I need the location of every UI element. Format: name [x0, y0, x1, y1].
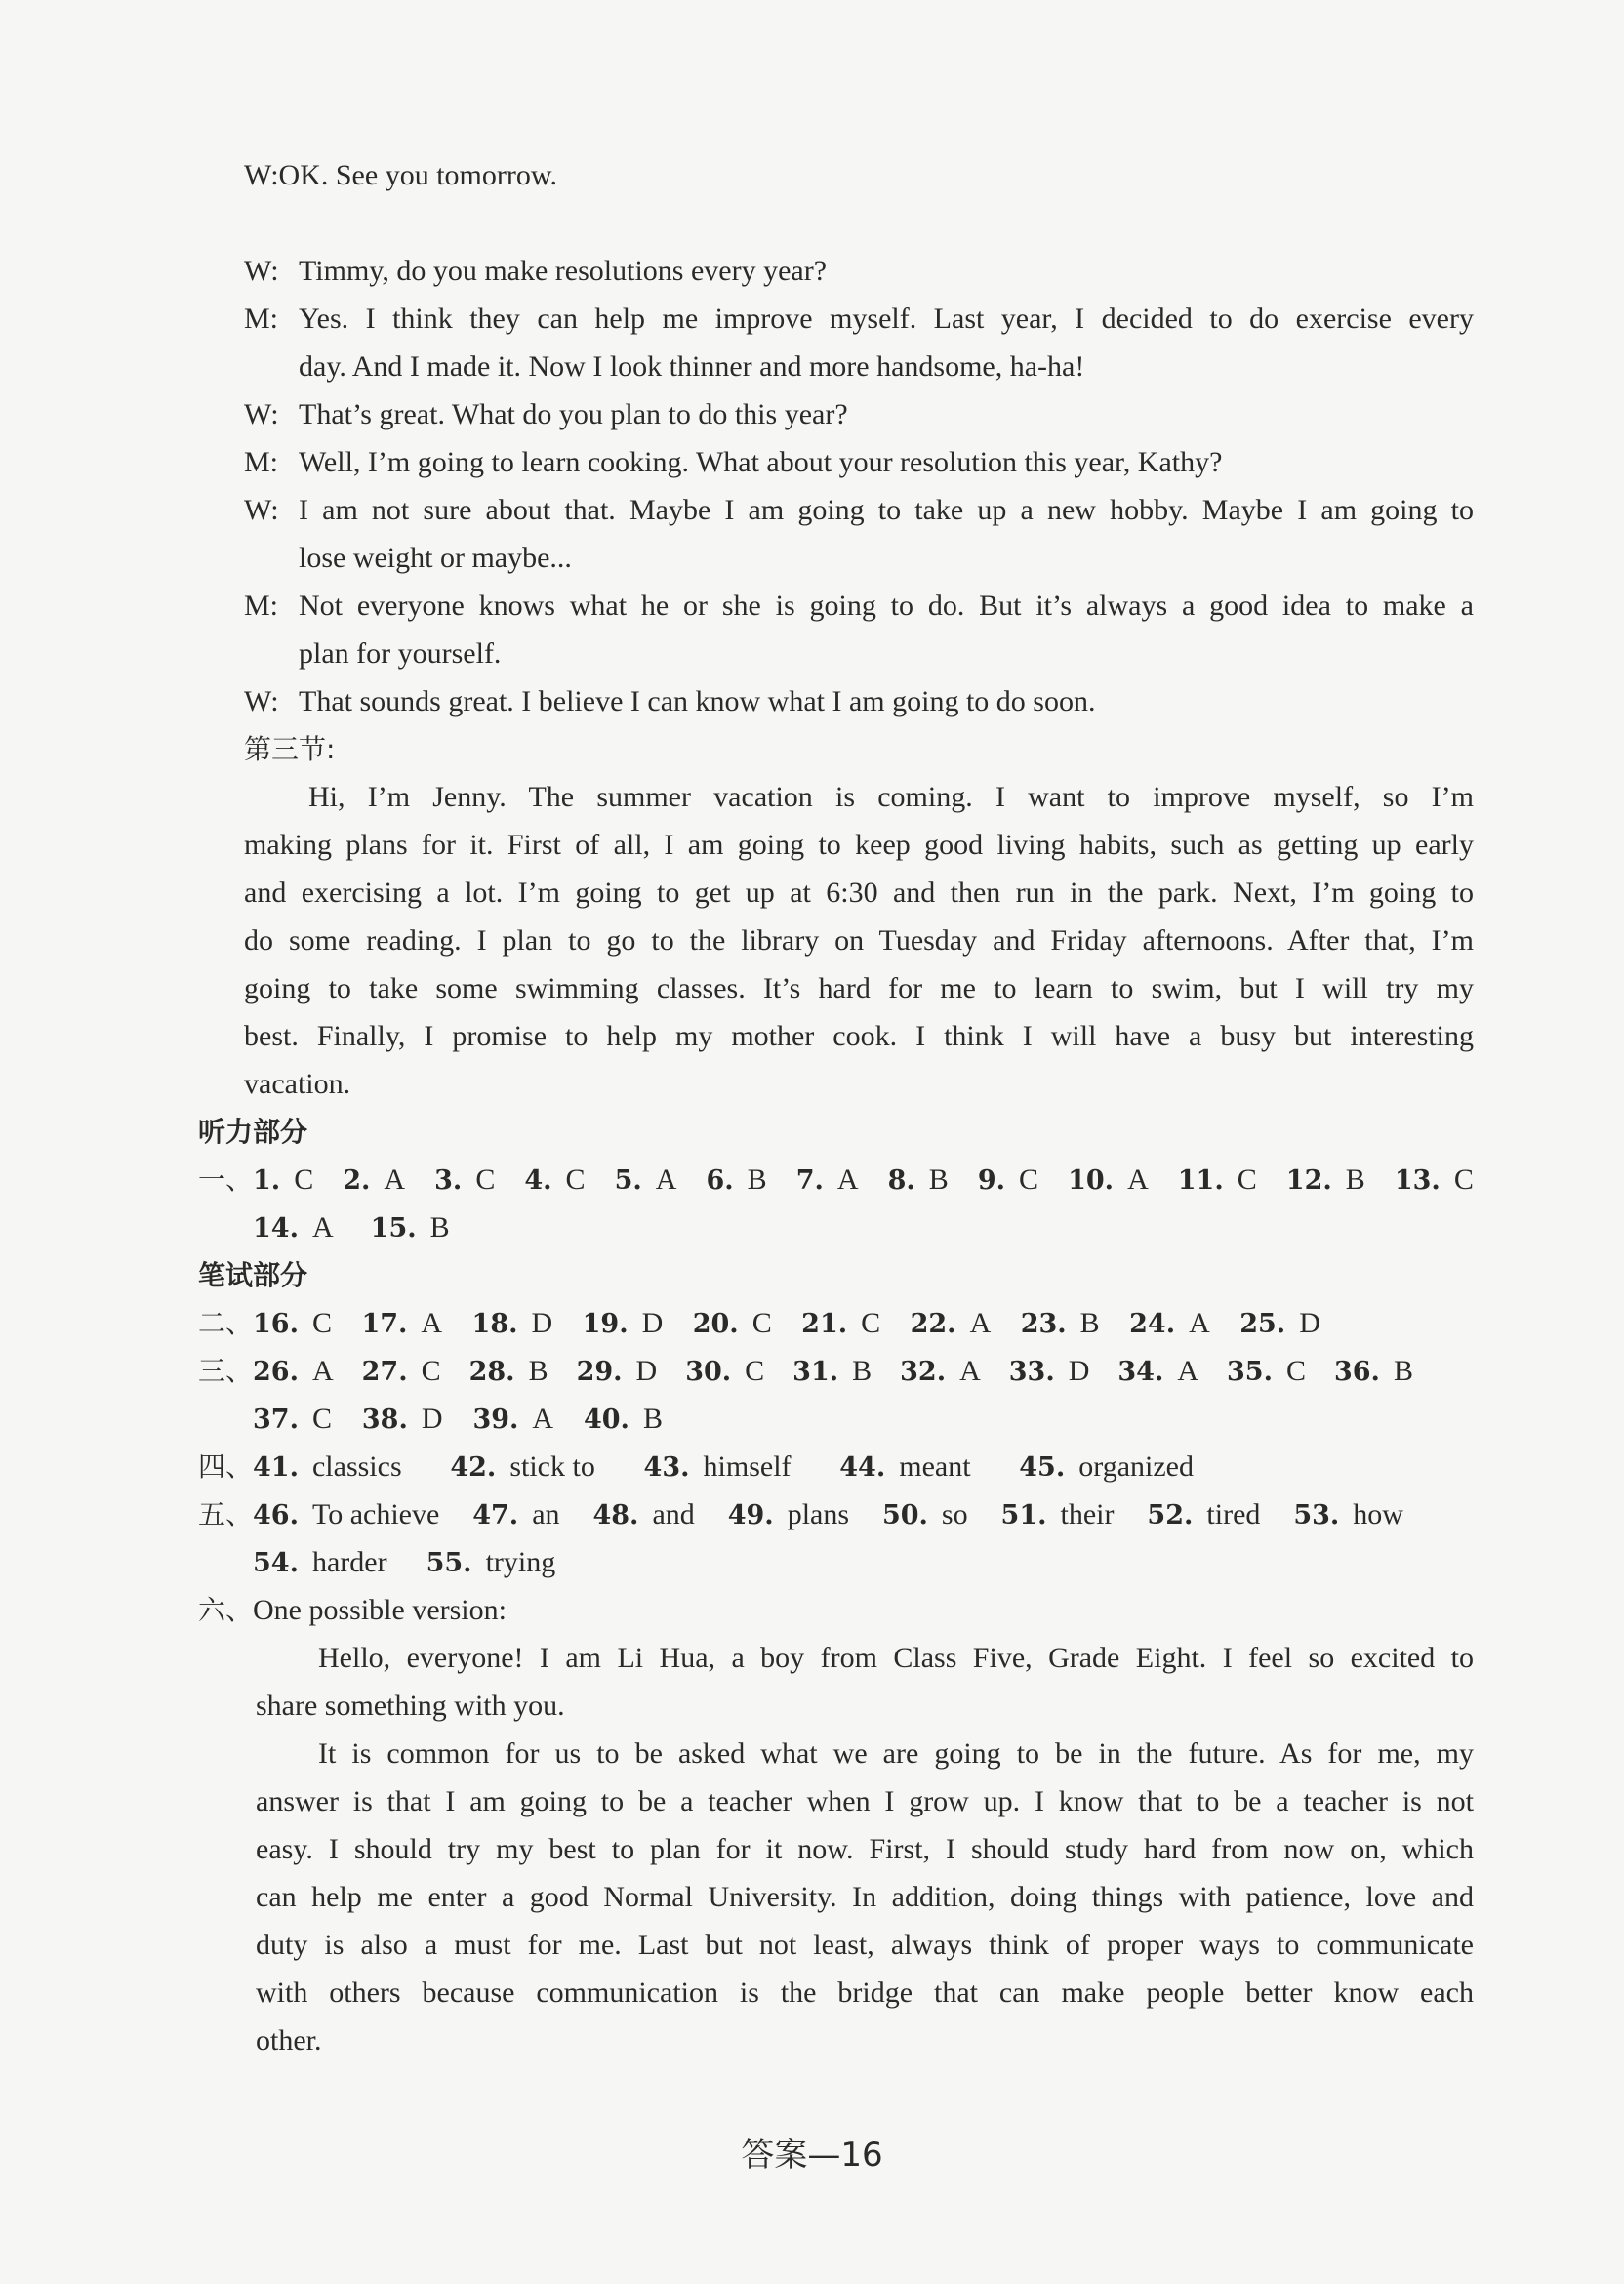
question-number: 41. — [253, 1452, 299, 1483]
speaker-label: W: — [244, 159, 279, 191]
answer-value: B — [1393, 1355, 1413, 1387]
question-number: 7. — [795, 1165, 824, 1196]
question-number: 43. — [643, 1452, 690, 1483]
answer-value: D — [635, 1355, 658, 1387]
passage-line: best. Finally, I promise to help my mother cook. I think I will have a busy but interesting — [244, 1020, 1474, 1052]
answer-value: so — [941, 1498, 968, 1530]
answer-item — [253, 1543, 387, 1583]
answer-value: B — [928, 1163, 949, 1196]
answer-item — [253, 1161, 313, 1201]
answer-value: C — [294, 1163, 314, 1196]
answer-item — [888, 1161, 949, 1201]
question-number: 10. — [1068, 1165, 1115, 1196]
answer-item — [472, 1304, 553, 1344]
part-label: 一、 — [198, 1163, 254, 1196]
question-number: 14. — [253, 1213, 299, 1244]
question-number: 34. — [1117, 1357, 1164, 1387]
answer-item — [1334, 1352, 1413, 1392]
answer-value: C — [475, 1163, 496, 1196]
answer-item — [1227, 1352, 1306, 1392]
answer-item — [592, 1495, 694, 1535]
question-number: 48. — [592, 1500, 639, 1530]
dialog2-line — [244, 491, 1474, 530]
answer-item — [362, 1352, 441, 1392]
answer-value: trying — [485, 1546, 556, 1578]
answer-item — [644, 1448, 792, 1488]
answer-list — [253, 1208, 450, 1248]
answer-value: C — [861, 1307, 881, 1339]
answer-item — [426, 1543, 556, 1583]
answer-item — [882, 1495, 968, 1535]
dialog-text: lose weight or maybe... — [299, 542, 572, 574]
question-number: 12. — [1285, 1165, 1332, 1196]
answer-item — [343, 1161, 405, 1201]
question-number: 22. — [910, 1309, 956, 1339]
question-number: 15. — [370, 1213, 417, 1244]
dialog-text: OK. See you tomorrow. — [278, 159, 558, 191]
dialog1-line — [244, 156, 1474, 195]
answer-item — [801, 1304, 880, 1344]
answer-value: harder — [311, 1546, 387, 1578]
answer-value: C — [751, 1307, 772, 1339]
question-number: 55. — [426, 1548, 472, 1578]
answer-row — [198, 1591, 1428, 1630]
answer-value: himself — [703, 1450, 792, 1483]
question-number: 20. — [692, 1309, 739, 1339]
answer-item — [253, 1352, 334, 1392]
speaker-label: M: — [244, 590, 279, 622]
question-number: 46. — [253, 1500, 299, 1530]
answer-value: D — [421, 1403, 443, 1435]
answer-item — [792, 1352, 872, 1392]
question-number: 49. — [727, 1500, 774, 1530]
essay-line: share something with you. — [256, 1690, 565, 1722]
answer-row — [198, 1448, 1194, 1488]
dialog2-line — [244, 252, 1474, 291]
question-number: 11. — [1177, 1165, 1224, 1196]
answer-item — [1068, 1161, 1149, 1201]
answer-item — [1019, 1448, 1194, 1488]
question-number: 1. — [253, 1165, 281, 1196]
answer-item — [450, 1448, 594, 1488]
answer-value: organized — [1078, 1450, 1194, 1483]
listening-heading: 听力部分 — [198, 1116, 308, 1148]
answer-item — [1001, 1495, 1115, 1535]
answer-value: C — [745, 1355, 765, 1387]
dialog-text: I am not sure about that. Maybe I am going to take up a new hobby. Maybe I am going to — [299, 494, 1474, 526]
answer-row — [253, 1208, 741, 1248]
question-number: 35. — [1227, 1357, 1273, 1387]
question-number: 53. — [1293, 1500, 1340, 1530]
answer-item — [1293, 1495, 1403, 1535]
answer-value: A — [1127, 1163, 1149, 1196]
dialog2-line — [244, 395, 1474, 434]
part-label: 三、 — [198, 1355, 254, 1387]
dialog2-line — [299, 347, 1528, 387]
answer-item — [253, 1304, 332, 1344]
page-footer: 答案—16 — [741, 2136, 883, 2175]
answer-value: B — [852, 1355, 873, 1387]
answer-item — [472, 1400, 553, 1440]
answer-value: B — [1345, 1163, 1365, 1196]
question-number: 9. — [977, 1165, 1006, 1196]
answer-list — [253, 1304, 1320, 1344]
essay-line: answer is that I am going to be a teacher when I grow up. I know that to be a teacher is not — [256, 1785, 1474, 1817]
dialog-text: That sounds great. I believe I can know what I am going to do soon. — [299, 685, 1096, 717]
answer-value: classics — [311, 1450, 402, 1483]
dialog-text: Not everyone knows what he or she is going to do. But it’s always a good idea to make a — [299, 590, 1474, 622]
speaker-label: M: — [244, 446, 279, 478]
dialog-text: day. And I made it. Now I look thinner and more handsome, ha-ha! — [299, 350, 1085, 383]
question-number: 45. — [1019, 1452, 1066, 1483]
answer-list — [253, 1161, 1474, 1201]
answer-item — [1021, 1304, 1100, 1344]
dialog-text: Timmy, do you make resolutions every year? — [299, 255, 828, 287]
answer-value: how — [1353, 1498, 1403, 1530]
question-number: 32. — [900, 1357, 947, 1387]
answer-row — [253, 1543, 741, 1583]
answer-value: C — [1237, 1163, 1257, 1196]
answer-item — [693, 1304, 772, 1344]
passage-line: going to take some swimming classes. It’s hard for me to learn to swim, but I will try my — [244, 972, 1474, 1004]
dialog2-line — [244, 300, 1474, 339]
answer-item — [253, 1495, 439, 1535]
question-number: 36. — [1333, 1357, 1380, 1387]
answer-item — [362, 1400, 443, 1440]
essay-line: with others because communication is the bridge that can make people better know each — [256, 1977, 1474, 2009]
dialog-text: plan for yourself. — [299, 637, 502, 670]
answer-value: D — [1068, 1355, 1090, 1387]
question-number: 44. — [839, 1452, 886, 1483]
answer-item — [1178, 1161, 1257, 1201]
answer-item — [253, 1208, 334, 1248]
answer-item — [1009, 1352, 1090, 1392]
passage-line: making plans for it. First of all, I am going to keep good living habits, such as getting up early — [244, 829, 1474, 861]
question-number: 13. — [1394, 1165, 1441, 1196]
answer-item — [1286, 1161, 1365, 1201]
passage-line: and exercising a lot. I’m going to get up at 6:30 and then run in the park. Next, I’m going to — [244, 877, 1474, 909]
answer-item — [253, 1400, 332, 1440]
answer-value: an — [532, 1498, 560, 1530]
answer-row — [198, 1304, 1320, 1344]
answer-value: A — [1177, 1355, 1199, 1387]
essay-intro: One possible version: — [253, 1594, 507, 1626]
question-number: 47. — [472, 1500, 519, 1530]
answer-item — [900, 1352, 981, 1392]
speaker-label: M: — [244, 303, 279, 335]
answer-value: A — [655, 1163, 677, 1196]
answer-item — [472, 1495, 559, 1535]
answer-list — [253, 1543, 555, 1583]
question-number: 26. — [253, 1357, 299, 1387]
question-number: 4. — [524, 1165, 552, 1196]
answer-item — [1239, 1304, 1320, 1344]
answer-row — [198, 1352, 1413, 1392]
answer-item — [1147, 1495, 1260, 1535]
part-label: 六、 — [198, 1594, 254, 1626]
answer-row — [253, 1400, 663, 1440]
question-number: 24. — [1129, 1309, 1176, 1339]
answer-value: C — [1019, 1163, 1039, 1196]
answer-row — [198, 1161, 1474, 1201]
answer-list — [253, 1448, 1194, 1488]
question-number: 31. — [792, 1357, 839, 1387]
answer-value: D — [531, 1307, 553, 1339]
answer-value: A — [311, 1355, 334, 1387]
answer-item — [615, 1161, 677, 1201]
answer-value: their — [1060, 1498, 1115, 1530]
answer-value: D — [1299, 1307, 1320, 1339]
answer-item — [685, 1352, 764, 1392]
passage-line: vacation. — [244, 1068, 351, 1100]
dialog2-line — [244, 587, 1474, 626]
question-number: 19. — [582, 1309, 629, 1339]
essay-line: easy. I should try my best to plan for it now. First, I should study hard from now on, which — [256, 1833, 1474, 1865]
question-number: 30. — [685, 1357, 732, 1387]
part-label: 二、 — [198, 1307, 254, 1339]
question-number: 27. — [361, 1357, 408, 1387]
answer-value: A — [311, 1211, 334, 1244]
answer-value: C — [421, 1355, 441, 1387]
question-number: 16. — [253, 1309, 299, 1339]
answer-item — [839, 1448, 970, 1488]
answer-item — [978, 1161, 1038, 1201]
question-number: 51. — [1000, 1500, 1047, 1530]
question-number: 28. — [468, 1357, 515, 1387]
answer-item — [584, 1400, 663, 1440]
passage-line: do some reading. I plan to go to the library on Tuesday and Friday afternoons. After that, I’m — [244, 924, 1474, 957]
speaker-label: W: — [244, 494, 279, 526]
answer-value: plans — [787, 1498, 850, 1530]
dialog2-line — [244, 682, 1474, 721]
question-number: 17. — [361, 1309, 408, 1339]
answer-value: A — [421, 1307, 443, 1339]
question-number: 50. — [881, 1500, 928, 1530]
answer-item — [1395, 1161, 1474, 1201]
answer-item — [796, 1161, 859, 1201]
essay-line: Hello, everyone! I am Li Hua, a boy from Class Five, Grade Eight. I feel so excited to — [318, 1642, 1474, 1674]
essay-line: can help me enter a good Normal University. In addition, doing things with patience, love and — [256, 1881, 1474, 1913]
question-number: 2. — [343, 1165, 371, 1196]
answer-value: B — [528, 1355, 548, 1387]
answer-row — [198, 1495, 1403, 1535]
question-number: 33. — [1008, 1357, 1055, 1387]
answer-value: meant — [899, 1450, 971, 1483]
dialog-text: Well, I’m going to learn cooking. What about your resolution this year, Kathy? — [299, 446, 1223, 478]
answer-value: A — [532, 1403, 554, 1435]
essay-line: other. — [256, 2024, 322, 2057]
answer-value: A — [1189, 1307, 1210, 1339]
answer-value: and — [652, 1498, 695, 1530]
question-number: 38. — [361, 1405, 408, 1435]
answer-item — [728, 1495, 849, 1535]
answer-item — [253, 1448, 402, 1488]
dialog2-line — [299, 634, 1528, 673]
speaker-label: W: — [244, 398, 279, 430]
answer-value: C — [1285, 1355, 1306, 1387]
answer-value: B — [747, 1163, 767, 1196]
answer-value: C — [311, 1403, 332, 1435]
essay-line: duty is also a must for me. Last but not least, always think of proper ways to communicate — [256, 1929, 1474, 1961]
answer-value: To achieve — [311, 1498, 440, 1530]
speaker-label: W: — [244, 685, 279, 717]
question-number: 18. — [471, 1309, 518, 1339]
answer-value: C — [311, 1307, 332, 1339]
answer-list — [253, 1495, 1403, 1535]
question-number: 42. — [450, 1452, 497, 1483]
question-number: 8. — [887, 1165, 915, 1196]
answer-value: B — [429, 1211, 450, 1244]
answer-item — [524, 1161, 585, 1201]
answer-value: B — [1079, 1307, 1100, 1339]
part-label: 五、 — [198, 1498, 254, 1530]
answer-item — [1117, 1352, 1198, 1392]
part-label: 四、 — [198, 1450, 254, 1483]
question-number: 21. — [801, 1309, 848, 1339]
question-number: 5. — [614, 1165, 642, 1196]
answer-value: A — [969, 1307, 992, 1339]
answer-item — [577, 1352, 658, 1392]
answer-list — [253, 1352, 1413, 1392]
answer-item — [1129, 1304, 1210, 1344]
answer-item — [469, 1352, 548, 1392]
answer-value: tired — [1206, 1498, 1261, 1530]
question-number: 54. — [253, 1548, 299, 1578]
question-number: 25. — [1239, 1309, 1286, 1339]
question-number: 29. — [576, 1357, 623, 1387]
answer-value: A — [384, 1163, 406, 1196]
question-number: 3. — [434, 1165, 463, 1196]
dialog-text: Yes. I think they can help me improve myself. Last year, I decided to do exercise every — [299, 303, 1474, 335]
question-number: 39. — [472, 1405, 519, 1435]
answer-item — [434, 1161, 495, 1201]
section3-title: 第三节: — [244, 733, 336, 765]
dialog2-line — [244, 443, 1474, 482]
answer-value: B — [642, 1403, 663, 1435]
answer-item — [911, 1304, 992, 1344]
answer-value: A — [959, 1355, 981, 1387]
answer-value: D — [641, 1307, 664, 1339]
answer-item — [583, 1304, 664, 1344]
essay-line: It is common for us to be asked what we are going to be in the future. As for me, my — [318, 1737, 1474, 1770]
answer-value: C — [1453, 1163, 1474, 1196]
dialog-text: That’s great. What do you plan to do this year? — [299, 398, 848, 430]
question-number: 52. — [1147, 1500, 1194, 1530]
question-number: 23. — [1020, 1309, 1067, 1339]
answer-value: stick to — [509, 1450, 595, 1483]
answer-item — [371, 1208, 450, 1248]
answer-item — [706, 1161, 766, 1201]
speaker-label: W: — [244, 255, 279, 287]
answer-item — [361, 1304, 442, 1344]
question-number: 40. — [583, 1405, 629, 1435]
answer-list — [253, 1400, 663, 1440]
answer-value: C — [565, 1163, 586, 1196]
question-number: 37. — [253, 1405, 299, 1435]
dialog2-line — [299, 539, 1528, 578]
answer-value: A — [836, 1163, 859, 1196]
written-heading: 笔试部分 — [198, 1259, 308, 1291]
passage-line: Hi, I’m Jenny. The summer vacation is coming. I want to improve myself, so I’m — [308, 781, 1474, 813]
question-number: 6. — [706, 1165, 734, 1196]
